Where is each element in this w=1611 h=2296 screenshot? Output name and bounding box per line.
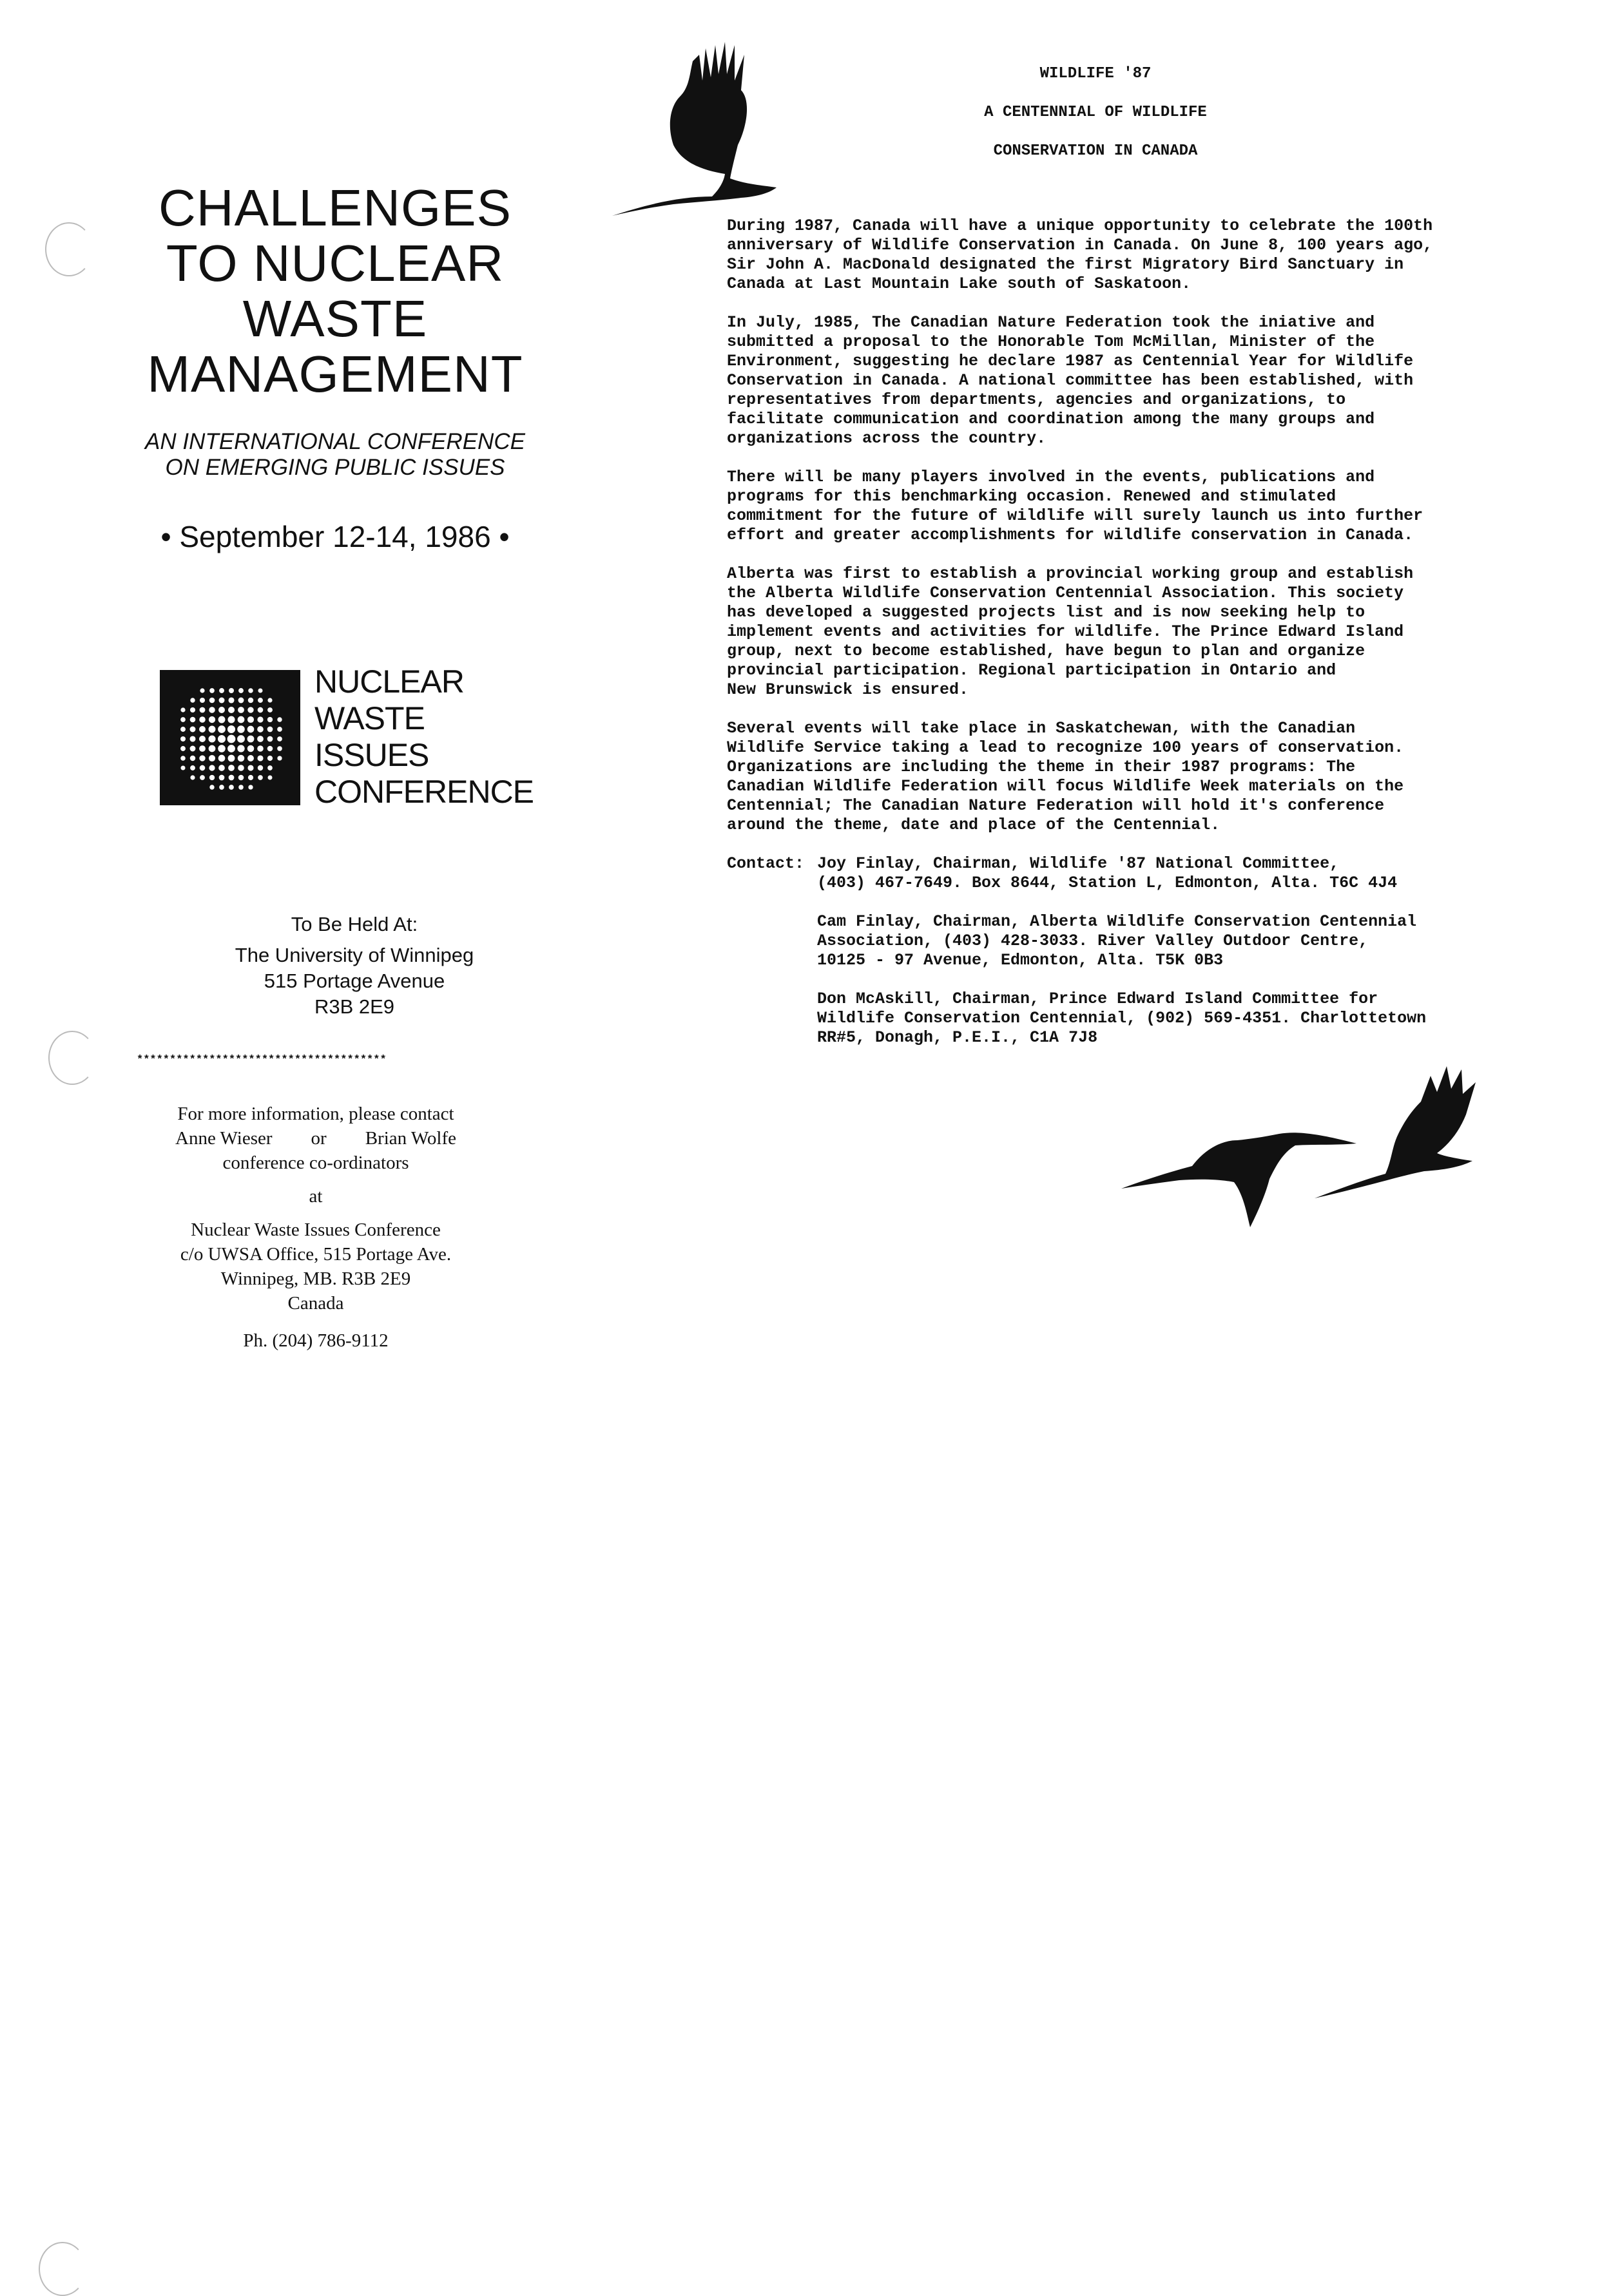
address-line: Winnipeg, MB. R3B 2E9 [220, 1268, 411, 1289]
contact-at: at [309, 1186, 323, 1207]
logo-text-line: CONFERENCE [314, 774, 534, 810]
paragraph [727, 564, 1487, 700]
text-line: the Alberta Wildlife Conservation Centennial Association. This society [727, 584, 1404, 602]
text-line: Association, (403) 428-3033. River Valley Outdoor Centre, [817, 932, 1369, 950]
text-line: Wildlife Service taking a lead to recognize 100 years of conservation. [727, 738, 1404, 757]
text-line: New Brunswick is ensured. [727, 680, 969, 699]
paragraph [727, 719, 1487, 835]
text-line: 10125 - 97 Avenue, Edmonton, Alta. T5K 0B3 [817, 951, 1224, 970]
text-line: representatives from departments, agencies and organizations, to [727, 390, 1346, 409]
text-line: During 1987, Canada will have a unique opportunity to celebrate the 100th [727, 216, 1433, 235]
text-line: There will be many players involved in the events, publications and [727, 468, 1375, 486]
text-line: Organizations are including the theme in their 1987 programs: The [727, 758, 1356, 776]
text-line: facilitate communication and coordination among the many groups and [727, 410, 1375, 428]
text-line: around the theme, date and place of the Centennial. [727, 816, 1220, 834]
conference-title-line: CHALLENGES [159, 179, 512, 236]
text-line: effort and greater accomplishments for wildlife conservation in Canada. [727, 526, 1414, 544]
venue-block [168, 912, 541, 1020]
flying-geese-icon [1121, 1063, 1482, 1240]
venue-line: The University of Winnipeg [235, 944, 474, 966]
wildlife-heading-line: WILDLIFE '87 [1039, 65, 1152, 82]
contact-entry [727, 854, 1487, 893]
contact-or: or [311, 1128, 327, 1149]
text-line: organizations across the country. [727, 429, 1047, 448]
wildlife-body [727, 216, 1487, 1067]
contact-names [142, 1126, 490, 1151]
logo-text-line: NUCLEAR [314, 664, 464, 700]
text-line: Joy Finlay, Chairman, Wildlife '87 National Committee, [817, 854, 1340, 873]
text-line: anniversary of Wildlife Conservation in Canada. On June 8, 100 years ago, [727, 236, 1433, 254]
conference-subtitle [116, 429, 554, 481]
address-line: Nuclear Waste Issues Conference [191, 1220, 441, 1240]
text-line: Environment, suggesting he declare 1987 as Centennial Year for Wildlife [727, 352, 1414, 370]
text-line: provincial participation. Regional participation in Ontario and [727, 661, 1336, 680]
conference-title-line: MANAGEMENT [147, 345, 523, 403]
punch-hole-middle [48, 1031, 96, 1085]
wildlife-heading-line: CONSERVATION IN CANADA [993, 142, 1198, 160]
contact-intro: For more information, please contact [177, 1104, 454, 1124]
text-line: programs for this benchmarking occasion. Renewed and stimulated [727, 487, 1336, 506]
text-line: (403) 467-7649. Box 8644, Station L, Edmonton, Alta. T6C 4J4 [817, 874, 1398, 892]
logo-text [314, 664, 534, 810]
address-line: c/o UWSA Office, 515 Portage Ave. [180, 1244, 452, 1265]
venue-line: 515 Portage Avenue [264, 970, 445, 992]
logo-text-line: WASTE [314, 700, 425, 736]
text-line: commitment for the future of wildlife will surely launch us into further [727, 506, 1423, 525]
text-line: Don McAskill, Chairman, Prince Edward Island Committee for [817, 990, 1378, 1008]
text-line: Conservation in Canada. A national committee has been established, with [727, 371, 1414, 390]
text-line: submitted a proposal to the Honorable Tom McMillan, Minister of the [727, 332, 1375, 351]
logo-text-line: ISSUES [314, 737, 429, 773]
conference-title [116, 180, 554, 402]
text-line: Canada at Last Mountain Lake south of Saskatoon. [727, 274, 1191, 293]
text-line: Sir John A. MacDonald designated the first Migratory Bird Sanctuary in [727, 255, 1404, 274]
conference-logo [160, 664, 546, 812]
text-line: Canadian Wildlife Federation will focus Wildlife Week materials on the [727, 777, 1404, 796]
text-line: Several events will take place in Saskatchewan, with the Canadian [727, 719, 1356, 738]
flying-goose-icon [609, 35, 802, 232]
asterisk-separator: ************************************** [137, 1054, 387, 1066]
contact-name: Anne Wieser [175, 1128, 273, 1149]
conference-title-line: WASTE [242, 290, 428, 347]
venue-heading: To Be Held At: [291, 913, 418, 935]
text-line: implement events and activities for wildlife. The Prince Edward Island [727, 622, 1404, 641]
contact-entry [817, 990, 1487, 1048]
conference-header [116, 180, 554, 554]
contact-name: Brian Wolfe [365, 1128, 456, 1149]
address-line: Canada [287, 1293, 344, 1314]
text-line: RR#5, Donagh, P.E.I., C1A 7J8 [817, 1028, 1098, 1047]
conference-contact [142, 1102, 490, 1353]
paragraph [727, 313, 1487, 448]
text-line: group, next to become established, have begun to plan and organize [727, 642, 1365, 660]
contact-entry [817, 912, 1487, 970]
paragraph [727, 216, 1487, 294]
conference-title-line: TO NUCLEAR [166, 234, 505, 292]
text-line: Alberta was first to establish a provincial working group and establish [727, 564, 1414, 583]
text-line: Wildlife Conservation Centennial, (902) 569-4351. Charlottetown [817, 1009, 1427, 1028]
paragraph [727, 468, 1487, 545]
wildlife-heading [934, 64, 1257, 180]
text-line: Centennial; The Canadian Nature Federation will hold it's conference [727, 796, 1385, 815]
wildlife-heading-line: A CENTENNIAL OF WILDLIFE [984, 104, 1207, 121]
text-line: In July, 1985, The Canadian Nature Federation took the iniative and [727, 313, 1375, 332]
conference-subtitle-line: ON EMERGING PUBLIC ISSUES [165, 455, 505, 480]
punch-hole-top [45, 222, 93, 276]
dotted-globe-icon [160, 670, 300, 805]
conference-date: • September 12-14, 1986 • [160, 520, 510, 553]
contact-role: conference co-ordinators [222, 1153, 409, 1173]
text-line: has developed a suggested projects list and is now seeking help to [727, 603, 1365, 622]
contact-label: Contact: [727, 854, 805, 873]
text-line: Cam Finlay, Chairman, Alberta Wildlife Conservation Centennial [817, 912, 1417, 931]
contact-phone: Ph. (204) 786-9112 [243, 1330, 389, 1351]
punch-hole-bottom [39, 2242, 86, 2296]
venue-line: R3B 2E9 [314, 995, 395, 1018]
conference-subtitle-line: AN INTERNATIONAL CONFERENCE [145, 429, 525, 454]
